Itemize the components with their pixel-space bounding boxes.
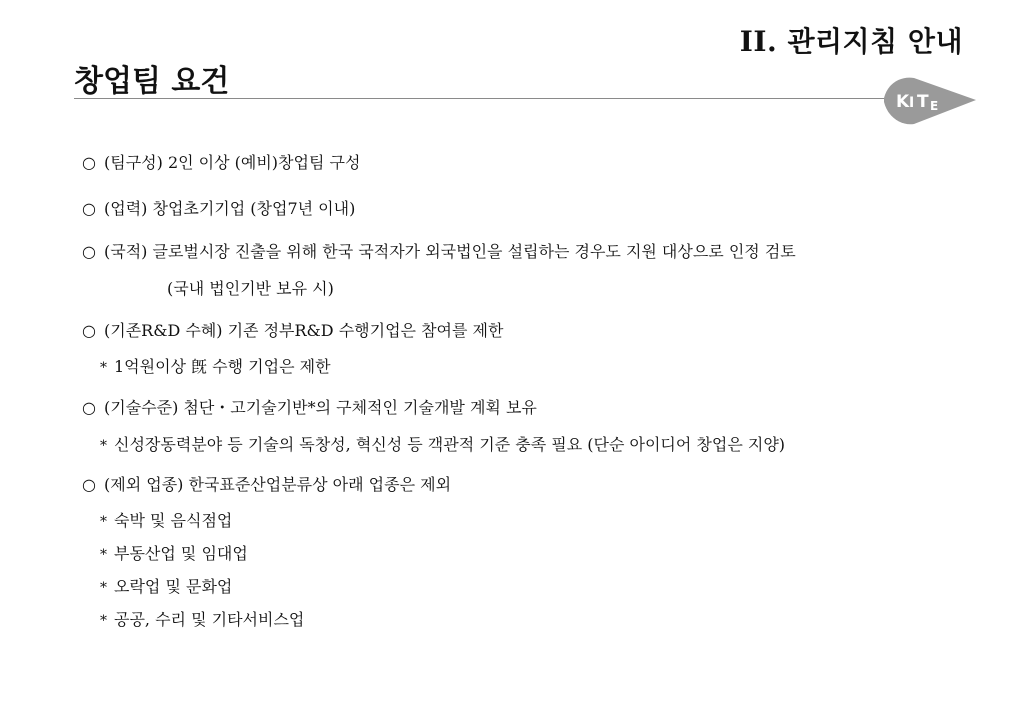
circle-bullet: ○	[82, 398, 96, 417]
sub-item	[100, 541, 248, 564]
list-item	[82, 395, 537, 418]
title-divider	[74, 98, 889, 99]
list-item	[82, 150, 360, 173]
item-text: 공공, 수리 및 기타서비스업	[114, 610, 305, 629]
item-text: (국내 법인기반 보유 시)	[167, 279, 334, 298]
item-text: 1억원이상 旣 수행 기업은 제한	[114, 357, 331, 376]
sub-item	[100, 354, 331, 377]
list-item	[82, 239, 796, 262]
circle-bullet: ○	[82, 199, 96, 218]
item-text: (국적) 글로벌시장 진출을 위해 한국 국적자가 외국법인을 설립하는 경우도 지원 대상으로 인정 검토	[104, 242, 796, 261]
item-text: (기존R&D 수혜) 기존 정부R&D 수행기업은 참여를 제한	[104, 321, 504, 340]
item-text: 부동산업 및 임대업	[114, 544, 248, 563]
svg-text:E: E	[930, 99, 939, 113]
svg-text:I: I	[909, 95, 915, 111]
section-header: II. 관리지침 안내	[739, 25, 963, 58]
item-text: 숙박 및 음식점업	[114, 511, 233, 530]
circle-bullet: ○	[82, 475, 96, 494]
sub-item	[100, 432, 785, 455]
asterisk-bullet: *	[100, 580, 107, 596]
svg-text:K: K	[896, 92, 910, 112]
item-text: 신성장동력분야 등 기술의 독창성, 혁신성 등 객관적 기준 충족 필요 (단순 아이디어 창업은 지양)	[114, 435, 786, 454]
svg-text:T: T	[917, 92, 929, 112]
list-item-continuation	[167, 276, 334, 299]
list-item	[82, 318, 503, 341]
circle-bullet: ○	[82, 242, 96, 261]
list-item	[82, 472, 451, 495]
sub-item	[100, 508, 232, 531]
item-text: (업력) 창업초기기업 (창업7년 이내)	[104, 199, 356, 218]
circle-bullet: ○	[82, 153, 96, 172]
asterisk-bullet: *	[100, 360, 107, 376]
list-item	[82, 196, 355, 219]
sub-item	[100, 574, 232, 597]
item-text: (제외 업종) 한국표준산업분류상 아래 업종은 제외	[104, 475, 452, 494]
asterisk-bullet: *	[100, 514, 107, 530]
asterisk-bullet: *	[100, 613, 107, 629]
circle-bullet: ○	[82, 321, 96, 340]
item-text: 오락업 및 문화업	[114, 577, 233, 596]
asterisk-bullet: *	[100, 547, 107, 563]
item-text: (기술수준) 첨단・고기술기반*의 구체적인 기술개발 계획 보유	[104, 398, 537, 417]
sub-item	[100, 607, 304, 630]
asterisk-bullet: *	[100, 438, 107, 454]
kite-logo-icon	[880, 72, 980, 130]
item-text: (팀구성) 2인 이상 (예비)창업팀 구성	[104, 153, 361, 172]
page-title: 창업팀 요건	[74, 64, 230, 99]
